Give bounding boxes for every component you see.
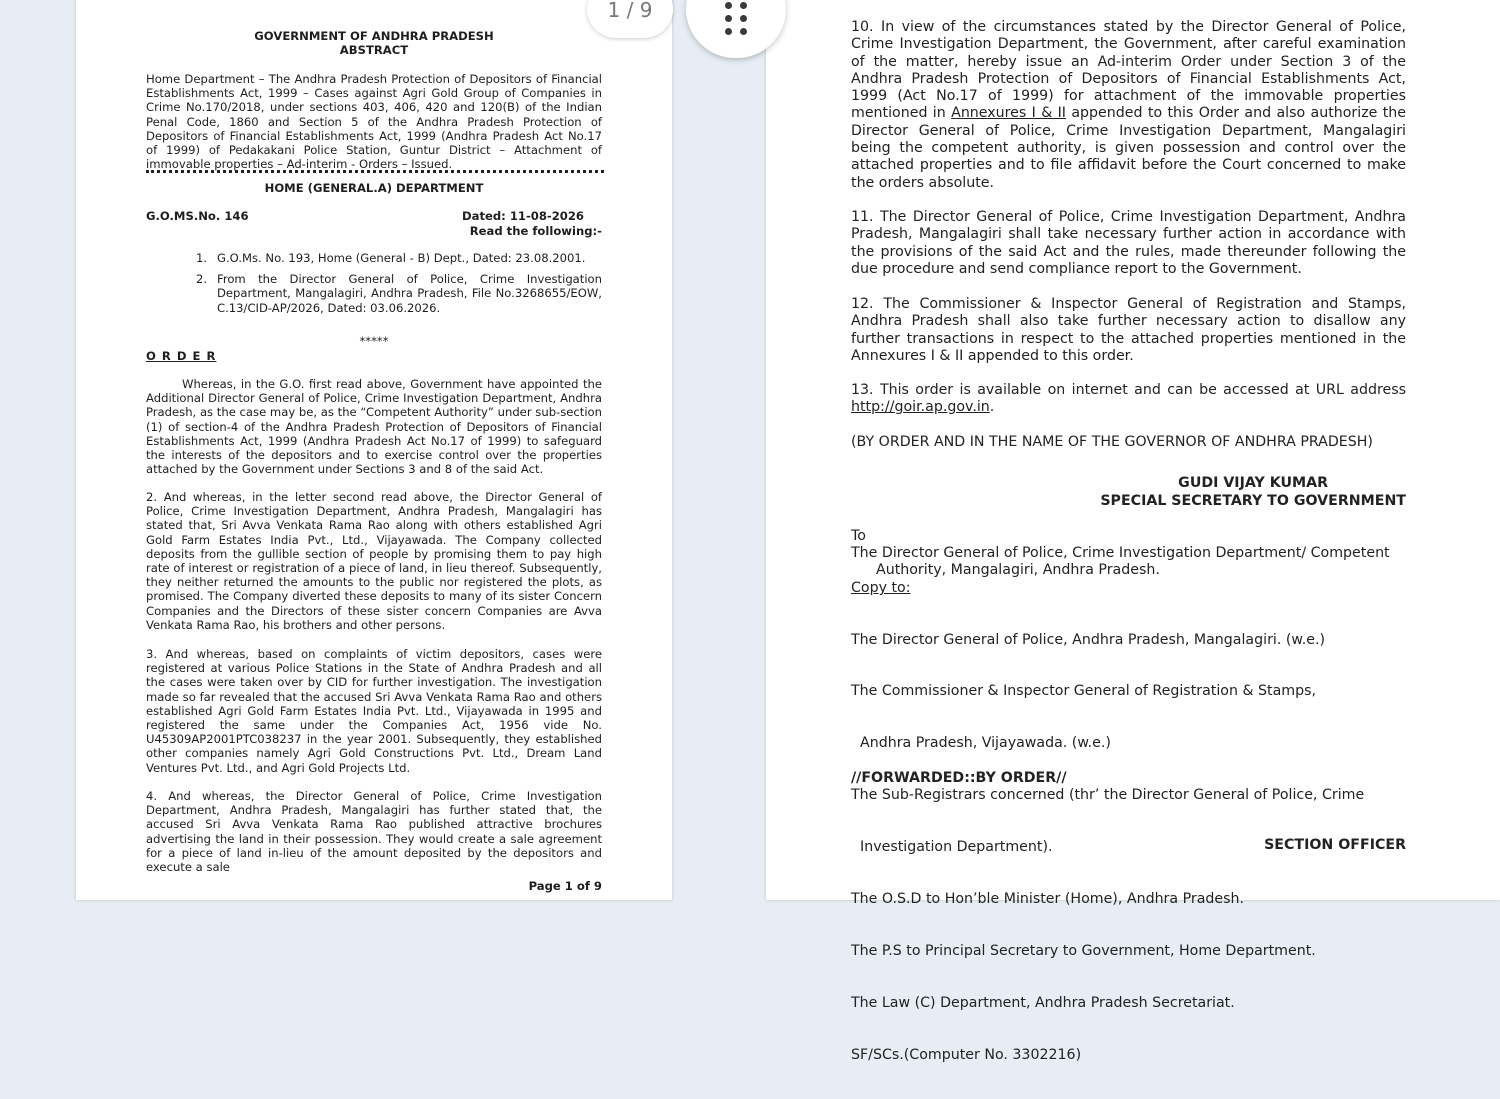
page-indicator[interactable] bbox=[587, 0, 673, 38]
go-number-row bbox=[146, 209, 602, 223]
page-footer: Page 1 of 9 bbox=[528, 879, 602, 893]
goir-url-link[interactable]: http://goir.ap.gov.in bbox=[851, 399, 990, 416]
copy-item: The Commissioner & Inspector General of Registration & Stamps, bbox=[851, 683, 1317, 700]
abstract-paragraph: Home Department – The Andhra Pradesh Protection of Depositors of Financial Establishments Act, 1999 – Cases against Agri Gold Group of Companies in Crime No.170/2018, under sections 403, 406, 420 and 120(B) of the Indian Penal Code, 1860 and Section 5 of the Andhra Pradesh Protection of Depositors of Financial Establishments Act, 1999 (Andhra Pradesh Act No.17 of 1999) of Pedakakani Police Station, Guntur District – Attachment of immovable properties – Ad-interim - Orders – Issued. bbox=[146, 72, 602, 172]
order-paragraph-2: 2. And whereas, in the letter second read above, the Director General of Police, Crime Investigation Department, Andhra Pradesh, Mangalagiri has stated that, Sri Avva Venkata Rama Rao along with others established Agri Gold Farm Estates India Pvt., Ltd., Vijayawada. The Company collected deposits from the gullible section of people by promising them to pay high rate of interest or registration of a piece of land, in lieu thereof. Subsequently, they neither returned the amounts to the public nor registered the plots, as promised. The Company diverted these deposits to many of its sister Concern Companies and the Directors of these sister concern Companies are Avva Venkata Rama Rao, his brothers and other persons. bbox=[146, 490, 602, 632]
para10-text: 10. In view of the circumstances stated by the Director General of Police, Crime Investigation Department, the Government, after careful examination of the matter, hereby issue an Ad-interim Order under Section 3 of the Andhra Pradesh Protection of Depositors of Financial Establishments Act, 1999 (Act No.17 of 1999) for attachment of the immovable properties mentioned in bbox=[851, 19, 1406, 122]
order-paragraph-1: Whereas, in the G.O. first read above, Government have appointed the Additional Director General of Police, Crime Investigation Department, Andhra Pradesh, as the case may be, as the “Competent Authority” under sub-section (1) of section-4 of the Andhra Pradesh Protection of Depositors of Financial Establishments Act, 1999 (Andhra Pradesh Act No.17 of 1999) to safeguard the interests of the depositors and to exercise control over the properties attached by the Government under Sections 3 and 8 of the said Act. bbox=[146, 377, 602, 477]
copy-item: Andhra Pradesh, Vijayawada. (w.e.) bbox=[851, 735, 1111, 752]
by-order-line: (BY ORDER AND IN THE NAME OF THE GOVERNOR OF ANDHRA PRADESH) bbox=[851, 434, 1373, 450]
copy-item: Investigation Department). bbox=[851, 839, 1053, 856]
document-page-2 bbox=[766, 0, 1500, 1063]
gov-header bbox=[146, 29, 602, 57]
reference-item bbox=[196, 251, 602, 265]
document-page-1 bbox=[76, 0, 672, 900]
order-paragraph-11: 11. The Director General of Police, Crime Investigation Department, Andhra Pradesh, Mangalagiri shall take necessary further action in accordance with the provisions of the said Act and the rules, made thereunder following the due procedure and send compliance report to the Government. bbox=[851, 209, 1406, 277]
gov-header-line1: GOVERNMENT OF ANDHRA PRADESH bbox=[254, 29, 494, 43]
reference-num: 2. bbox=[196, 272, 208, 287]
reference-list bbox=[196, 251, 602, 315]
to-recipient-line1: The Director General of Police, Crime Investigation Department/ Competent bbox=[851, 545, 1390, 561]
abstract-text bbox=[146, 72, 602, 171]
to-recipient-line2: Authority, Mangalagiri, Andhra Pradesh. bbox=[876, 562, 1160, 578]
department-heading: HOME (GENERAL.A) DEPARTMENT bbox=[264, 181, 484, 195]
order-paragraph-3: 3. And whereas, based on complaints of victim depositors, cases were registered at various Police Stations in the State of Andhra Pradesh and all the cases were taken over by CID for further investigation. The investigation made so far revealed that the accused Sri Avva Venkata Rama Rao and others established Agri Gold Farm Estates India Pvt. Ltd., Vijayawada in 1995 and registered the same under the Companies Act, 1956 vide No. U45309AP2001PTC038237 in the year 2001. Subsequently, they established other companies namely Agri Gold Constructions Pvt. Ltd., Dream Land Ventures Pvt. Ltd., and Agri Gold Projects Ltd. bbox=[146, 647, 602, 775]
copy-item: The Director General of Police, Andhra Pradesh, Mangalagiri. (w.e.) bbox=[851, 631, 1325, 648]
read-following: Read the following:- bbox=[469, 224, 602, 238]
order-paragraph-12: 12. The Commissioner & Inspector General of Registration and Stamps, Andhra Pradesh shall also take further necessary action to disallow any further transactions in respect to the attached properties mentioned in the Annexures I & II appended to this order. bbox=[851, 296, 1406, 364]
copy-item: The O.S.D to Hon’ble Minister (Home), Andhra Pradesh. bbox=[851, 891, 1245, 908]
reference-item bbox=[196, 272, 602, 315]
order-heading: O R D E R bbox=[146, 349, 217, 363]
forwarded-line: //FORWARDED::BY ORDER// bbox=[851, 770, 1067, 786]
copy-item: The Sub-Registrars concerned (thr’ the Director General of Police, Crime bbox=[851, 787, 1365, 804]
gov-header-line2: ABSTRACT bbox=[339, 43, 409, 58]
dotted-divider bbox=[146, 170, 604, 173]
section-officer: SECTION OFFICER bbox=[1264, 837, 1406, 853]
stars-separator: ***** bbox=[359, 334, 389, 348]
reference-num: 1. bbox=[196, 251, 208, 265]
para13-text: 13. This order is available on internet and can be accessed at URL address bbox=[851, 382, 1406, 398]
para13-text-end: . bbox=[989, 399, 995, 416]
reference-text: From the Director General of Police, Crime Investigation Department, Mangalagiri, Andhra Pradesh, File No.3268655/EOW, C.13/CID-AP/2026, Dated: 03.06.2026. bbox=[217, 272, 602, 315]
page-indicator-text: 1 / 9 bbox=[607, 0, 653, 22]
order-paragraph-10 bbox=[851, 19, 1406, 192]
order-paragraph-4: 4. And whereas, the Director General of Police, Crime Investigation Department, Andhra Pradesh, Mangalagiri has further stated that, the accused Sri Avva Venkata Rama Rao published attractive brochures advertising the land in their possession. They would create a sale agreement for a piece of land in-lieu of the amount deposited by the depositors and execute a sale bbox=[146, 789, 602, 875]
go-number: G.O.MS.No. 146 bbox=[146, 209, 249, 223]
order-paragraph-13 bbox=[851, 382, 1406, 417]
go-date: Dated: 11-08-2026 bbox=[462, 209, 584, 223]
copy-item: SF/SCs.(Computer No. 3302216) bbox=[851, 1046, 1082, 1063]
copy-to-label: Copy to: bbox=[851, 580, 911, 596]
signatory-name: GUDI VIJAY KUMAR bbox=[1178, 475, 1328, 491]
signatory-title: SPECIAL SECRETARY TO GOVERNMENT bbox=[1100, 493, 1406, 509]
annexures-link[interactable]: Annexures I & II bbox=[951, 105, 1066, 122]
to-label: To bbox=[851, 528, 866, 544]
copy-item: The Law (C) Department, Andhra Pradesh Secretariat. bbox=[851, 994, 1235, 1011]
reference-text: G.O.Ms. No. 193, Home (General - B) Dept., Dated: 23.08.2001. bbox=[217, 251, 586, 265]
copy-item: The P.S to Principal Secretary to Government, Home Department. bbox=[851, 942, 1316, 959]
para10-text-end: appended to this Order and also authorize the Director General of Police, Crime Investigation Department, Mangalagiri being the competent authority, is given possession and control over the attached properties and to file affidavit before the Court concerned to make the orders absolute. bbox=[851, 105, 1407, 191]
